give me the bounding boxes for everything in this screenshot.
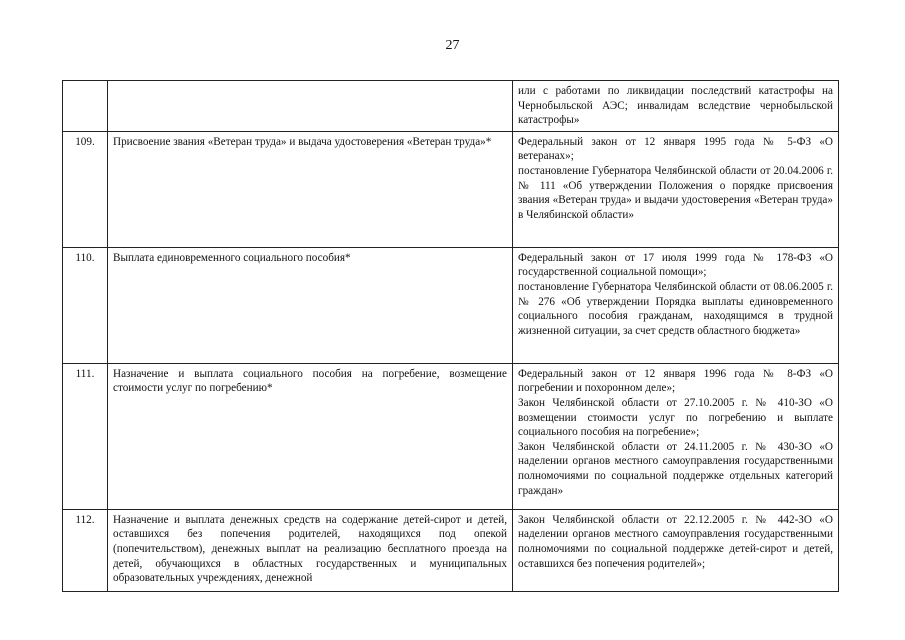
- legal-basis-cell: [513, 363, 839, 509]
- table-row: [63, 247, 839, 363]
- legal-basis-cell: [513, 509, 839, 591]
- page-number: 27: [445, 38, 460, 53]
- row-number-cell: 109.: [63, 131, 108, 247]
- service-cell: Назначение и выплата денежных средств на содержание детей-сирот и детей, оставшихся без попечения родителей, находящихся под опекой (попечительством), денежных выплат на реализацию бесплатного проезда на детей, обучающихся в областных государственных и муниципальных образовательных учреждениях, денежной: [108, 509, 513, 591]
- legal-basis-cell: [513, 247, 839, 363]
- legal-act-text: Федеральный закон от 12 января 1996 года № 8-ФЗ «О погребении и похоронном деле»;: [518, 367, 833, 395]
- services-table: [62, 80, 839, 592]
- row-number-cell: 111.: [63, 363, 108, 509]
- legal-act-text: Закон Челябинской области от 22.12.2005 г. № 442-ЗО «О наделении органов местного самоуправления государственными полномочиями по социальной поддержке детей-сирот и детей, оставшихся без попечения родителей»;: [518, 513, 833, 570]
- legal-basis-cell: [513, 131, 839, 247]
- table-row: [63, 81, 839, 132]
- service-cell: Назначение и выплата социального пособия на погребение, возмещение стоимости услуг по погребению*: [108, 363, 513, 509]
- service-cell: Присвоение звания «Ветеран труда» и выдача удостоверения «Ветеран труда»*: [108, 131, 513, 247]
- row-number-cell: 112.: [63, 509, 108, 591]
- legal-act-text: или с работами по ликвидации последствий катастрофы на Чернобыльской АЭС; инвалидам вследствие чернобыльской катастрофы»: [518, 85, 833, 127]
- legal-act-text: Закон Челябинской области от 27.10.2005 г. № 410-ЗО «О возмещении стоимости услуг по погребению и выплате социального пособия на погребение»;: [518, 396, 833, 439]
- table-row: [63, 509, 839, 591]
- legal-basis-cell: [513, 81, 839, 132]
- table-row: [63, 131, 839, 247]
- legal-act-text: Федеральный закон от 17 июля 1999 года № 178-ФЗ «О государственной социальной помощи»;: [518, 251, 833, 279]
- service-cell: Выплата единовременного социального пособия*: [108, 247, 513, 363]
- legal-act-text: Федеральный закон от 12 января 1995 года № 5-ФЗ «О ветеранах»;: [518, 135, 833, 163]
- legal-act-text: постановление Губернатора Челябинской области от 08.06.2005 г. № 276 «Об утверждении Порядка выплаты единовременного социального пособия гражданам, находящимся в трудной жизненной ситуации, за счет средств областного бюджета»: [518, 280, 833, 337]
- row-number-cell: 110.: [63, 247, 108, 363]
- service-cell: [108, 81, 513, 132]
- legal-act-text: постановление Губернатора Челябинской области от 20.04.2006 г. № 111 «Об утверждении Положения о порядке присвоения звания «Ветеран труда» и выдачи удостоверения «Ветеран труда» в Челябинской области»: [518, 164, 833, 221]
- table-row: [63, 363, 839, 509]
- legal-act-text: Закон Челябинской области от 24.11.2005 г. № 430-ЗО «О наделении органов местного самоуправления государственными полномочиями по социальной поддержке отдельных категорий граждан»: [518, 440, 833, 497]
- row-number-cell: [63, 81, 108, 132]
